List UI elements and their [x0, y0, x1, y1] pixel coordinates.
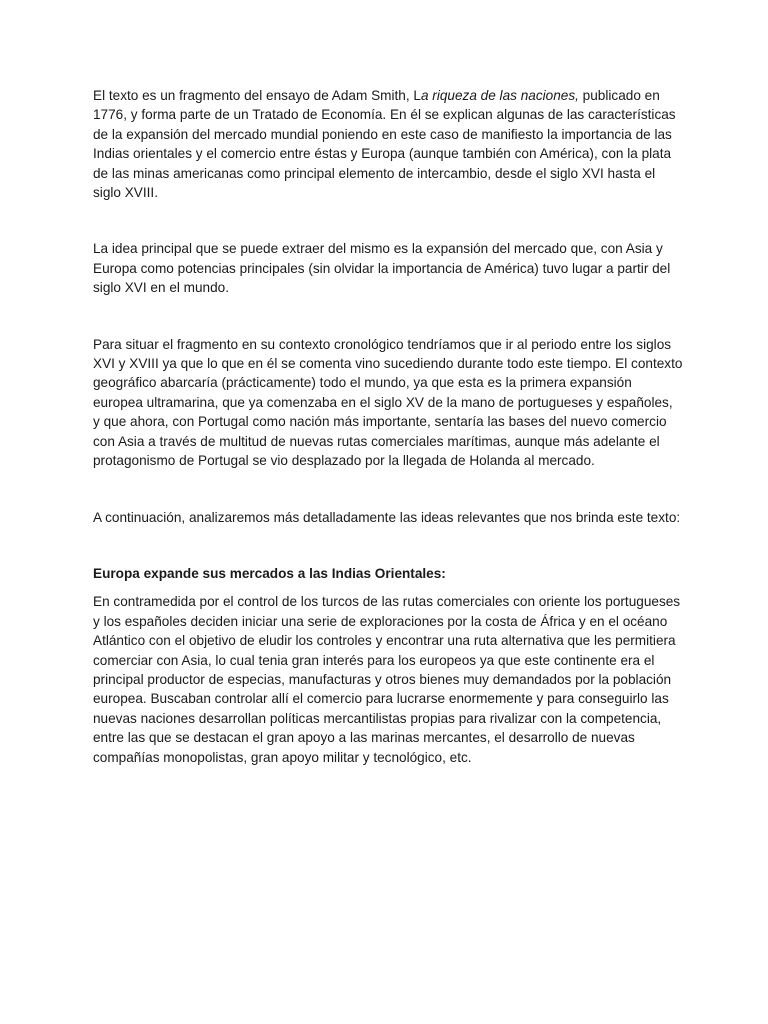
section-heading: Europa expande sus mercados a las Indias Orientales:: [93, 565, 446, 581]
book-title: a riqueza de las naciones,: [420, 88, 579, 103]
intro-paragraph: [93, 86, 683, 202]
intro-text-after: publicado en 1776, y forma parte de un Tratado de Economía. En él se explican algunas de las características de la expansión del mercado mundial poniendo en este caso de manifiesto la importancia de las Indias orientales y el comercio entre éstas y Europa (aunque también con América), con la plata de las minas americanas como principal elemento de intercambio, desde el siglo XVI hasta el siglo XVIII.: [93, 88, 676, 201]
section-body-paragraph: En contramedida por el control de los turcos de las rutas comerciales con oriente los portugueses y los españoles deciden iniciar una serie de exploraciones por la costa de África y en el océano Atlántico con el objetivo de eludir los controles y encontrar una ruta alternativa que les permitiera comerciar con Asia, lo cual tenia gran interés para los europeos ya que este continente era el principal productor de especias, manufacturas y otros bienes muy demandados por la población europea. Buscaban controlar allí el comercio para lucrarse enormemente y para conseguirlo las nuevas naciones desarrollan políticas mercantilistas propias para rivalizar con la competencia, entre las que se destacan el gran apoyo a las marinas mercantes, el desarrollo de nuevas compañías monopolistas, gran apoyo militar y tecnológico, etc.: [93, 594, 681, 765]
intro-text-before: El texto es un fragmento del ensayo de Adam Smith, L: [93, 88, 421, 103]
document-page: [93, 86, 683, 767]
main-idea-paragraph: La idea principal que se puede extraer del mismo es la expansión del mercado que, con Asia y Europa como potencias principales (sin olvidar la importancia de América) tuvo lugar a partir del siglo XVI en el mundo.: [93, 241, 671, 296]
context-paragraph: Para situar el fragmento en su contexto cronológico tendríamos que ir al periodo entre los siglos XVI y XVIII ya que lo que en él se comenta vino sucediendo durante todo este tiempo. El contexto geográfico abarcaría (prácticamente) todo el mundo, ya que esta es la primera expansión europea ultramarina, que ya comenzaba en el siglo XV de la mano de portugueses y españoles, y que ahora, con Portugal como nación más importante, sentaría las bases del nuevo comercio con Asia a través de multitud de nuevas rutas comerciales marítimas, aunque más adelante el protagonismo de Portugal se vio desplazado por la llegada de Holanda al mercado.: [93, 336, 683, 469]
continuation-paragraph: A continuación, analizaremos más detalladamente las ideas relevantes que nos brinda este texto:: [93, 509, 681, 525]
